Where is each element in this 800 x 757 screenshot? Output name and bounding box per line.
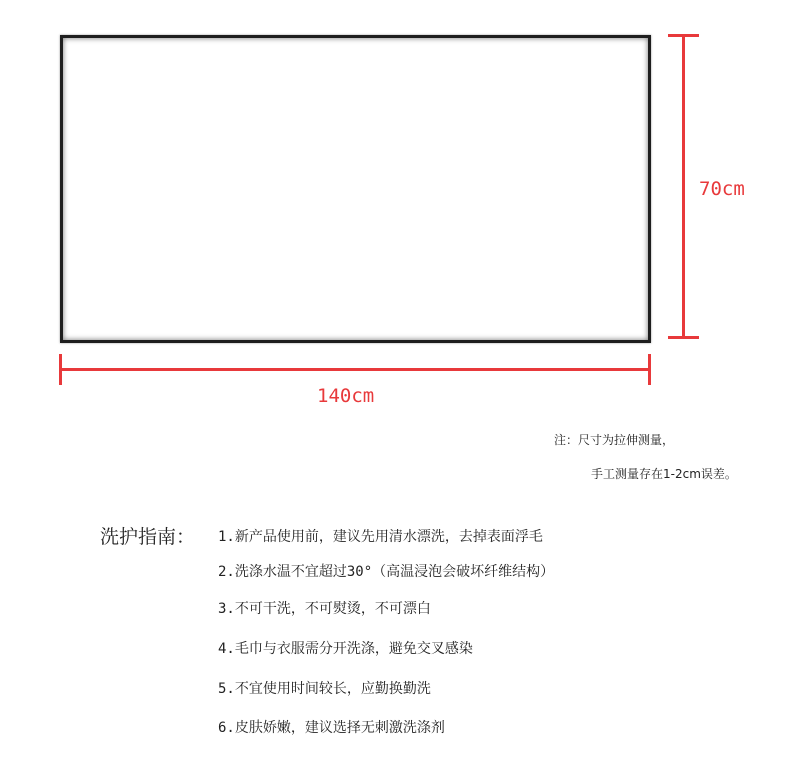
height-label: 70cm (699, 178, 745, 200)
width-dimension-cap-right (648, 354, 651, 385)
height-dimension-cap-bottom (668, 336, 699, 339)
care-item: 5.不宜使用时间较长，应勤换勤洗 (218, 681, 431, 697)
width-label: 140cm (317, 385, 375, 407)
note-line-2: 手工测量存在1-2cm误差。 (591, 467, 737, 481)
care-item: 1.新产品使用前，建议先用清水漂洗，去掉表面浮毛 (218, 529, 543, 545)
width-dimension-line (60, 368, 650, 371)
care-item: 3.不可干洗，不可熨烫，不可漂白 (218, 601, 431, 617)
care-item: 4.毛巾与衣服需分开洗涤，避免交叉感染 (218, 641, 473, 657)
care-item: 2.洗涤水温不宜超过30°（高温浸泡会破坏纤维结构） (218, 564, 555, 580)
note-line-1: 注：尺寸为拉伸测量， (554, 433, 675, 447)
towel-outline (60, 35, 651, 343)
width-dimension-cap-left (59, 354, 62, 385)
height-dimension-line (682, 35, 685, 338)
care-item: 6.皮肤娇嫩，建议选择无刺激洗涤剂 (218, 720, 445, 736)
care-guide-heading: 洗护指南： (100, 526, 196, 548)
height-dimension-cap-top (668, 34, 699, 37)
